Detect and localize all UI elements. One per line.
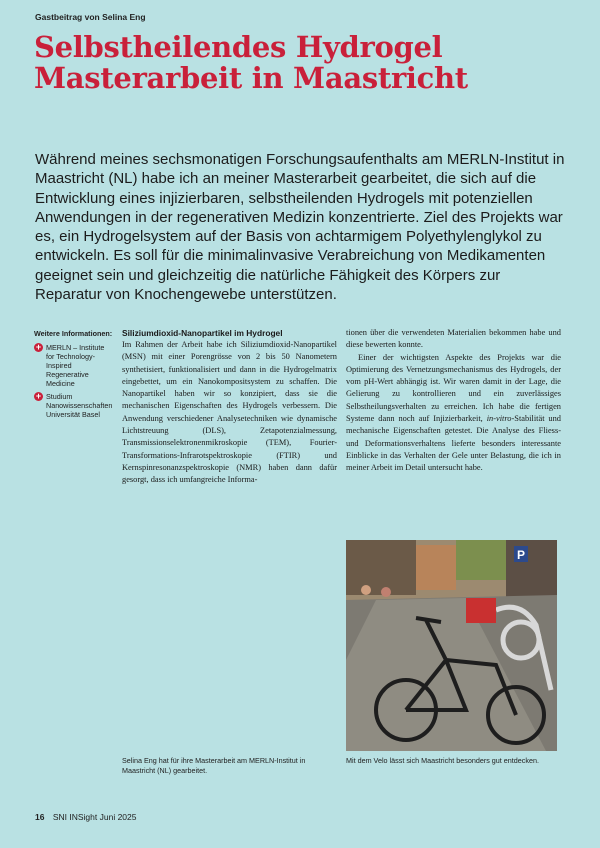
svg-text:P: P	[517, 548, 526, 562]
article-column-2	[346, 327, 561, 475]
text-span: -Stabilität und mechanische Eigenschaften getestet. Die Analyse des Fliess- und Deformationsverhaltens lieferte besonders interessante Einblicke in das Verhalten der Gele unter Belastung, die ich in meiner Arbeit im Detail untersucht habe.	[346, 414, 561, 473]
section-heading: Siliziumdioxid-Nanopartikel im Hydrogel	[122, 328, 283, 338]
italic-term: in-vitro	[486, 414, 512, 424]
body-paragraph	[346, 352, 561, 475]
publication-name: SNI INSight Juni 2025	[52, 812, 137, 822]
further-info-sidebar	[34, 329, 114, 423]
photo-caption-left: Selina Eng hat für ihre Masterarbeit am MERLN-Institut in Maastricht (NL) gearbeitet.	[122, 756, 306, 775]
sidebar-heading: Weitere Informationen:	[34, 329, 113, 338]
sidebar-link-merln[interactable]	[34, 343, 114, 388]
text-span: Einer der wichtigsten Aspekte des Projekts war die Optimierung des Vernetzungsmechanismus des Hydrogels, der vom pH-Wert abhängig ist. Wir waren damit in der Lage, die Gelierung zu kontrollieren und ein zuverlässiges Selbstheilungsverhalten zu erreichen. Ich habe die fertigen Systeme dann noch auf Injizierbarkeit,	[346, 352, 561, 424]
title-line-1: Selbstheilendes Hydrogel	[34, 30, 443, 64]
lead-paragraph: Während meines sechsmonatigen Forschungsaufenthalts am MERLN-Institut in Maastricht (NL) habe ich an meiner Masterarbeit gearbeitet, die sich auf die Entwicklung eines injizierbaren, selbstheilenden Hydrogels mit potenziellen Anwendungen in der regenerativen Medizin konzentrierte. Ziel des Projekts war es, ein Hydrogelsystem auf der Basis von achtarmigem Polyethylenglykol zu entwickeln. Es soll für die minimalinvasive Verabreichung von Medikamenten geeignet sein und gleichzeitig die natürliche Fähigkeit des Körpers zur Reparatur von Knochengewebe unterstützen.	[35, 151, 565, 304]
sidebar-link-nanoscience[interactable]	[34, 392, 114, 419]
sidebar-link-label[interactable]: Studium Nanowissenschaften Universität Basel	[46, 392, 113, 419]
article-column-1	[122, 327, 337, 487]
kicker: Gastbeitrag von Selina Eng	[35, 12, 146, 22]
page-footer	[35, 812, 136, 822]
article-title	[34, 32, 574, 94]
photo-illustration	[346, 540, 557, 751]
page-number: 16	[35, 812, 45, 822]
plus-circle-icon: +	[35, 342, 42, 352]
title-line-2: Masterarbeit in Maastricht	[34, 61, 468, 95]
body-paragraph: Im Rahmen der Arbeit habe ich Siliziumdioxid-Nanopartikel (MSN) mit einer Porengrösse von 2 bis 50 Nanometern synthetisiert, funktionalisiert und dann in die Hydrogelmatrix eingebettet, um ein Nanokompositsystem zu schaffen. Die Nanopartikel haben wir so konzipiert, dass sie die mechanischen Eigenschaften des Hydrogels verbessern. Die Anwendung verschiedener Analysetechniken wie dynamische Lichtstreuung (DLS), Zetapotenzialmessung, Transmissionselektronenmikroskopie (TEM), Fourier-Transformations-Infrarotspektroskopie (FTIR) und Kernspinresonanzspektroskopie (NMR) haben dann dafür gesorgt, dass ich umfangreiche Informa-	[122, 340, 337, 485]
photo-caption-right: Mit dem Velo lässt sich Maastricht besonders gut entdecken.	[346, 756, 539, 765]
plus-circle-icon: +	[35, 391, 42, 401]
sidebar-link-label[interactable]: MERLN – Institute for Technology-Inspired Regenerative Medicine	[46, 343, 105, 388]
bicycle-street-photo	[346, 540, 557, 751]
body-paragraph: tionen über die verwendeten Materialien bekommen habe und diese bewerten konnte.	[346, 328, 561, 350]
